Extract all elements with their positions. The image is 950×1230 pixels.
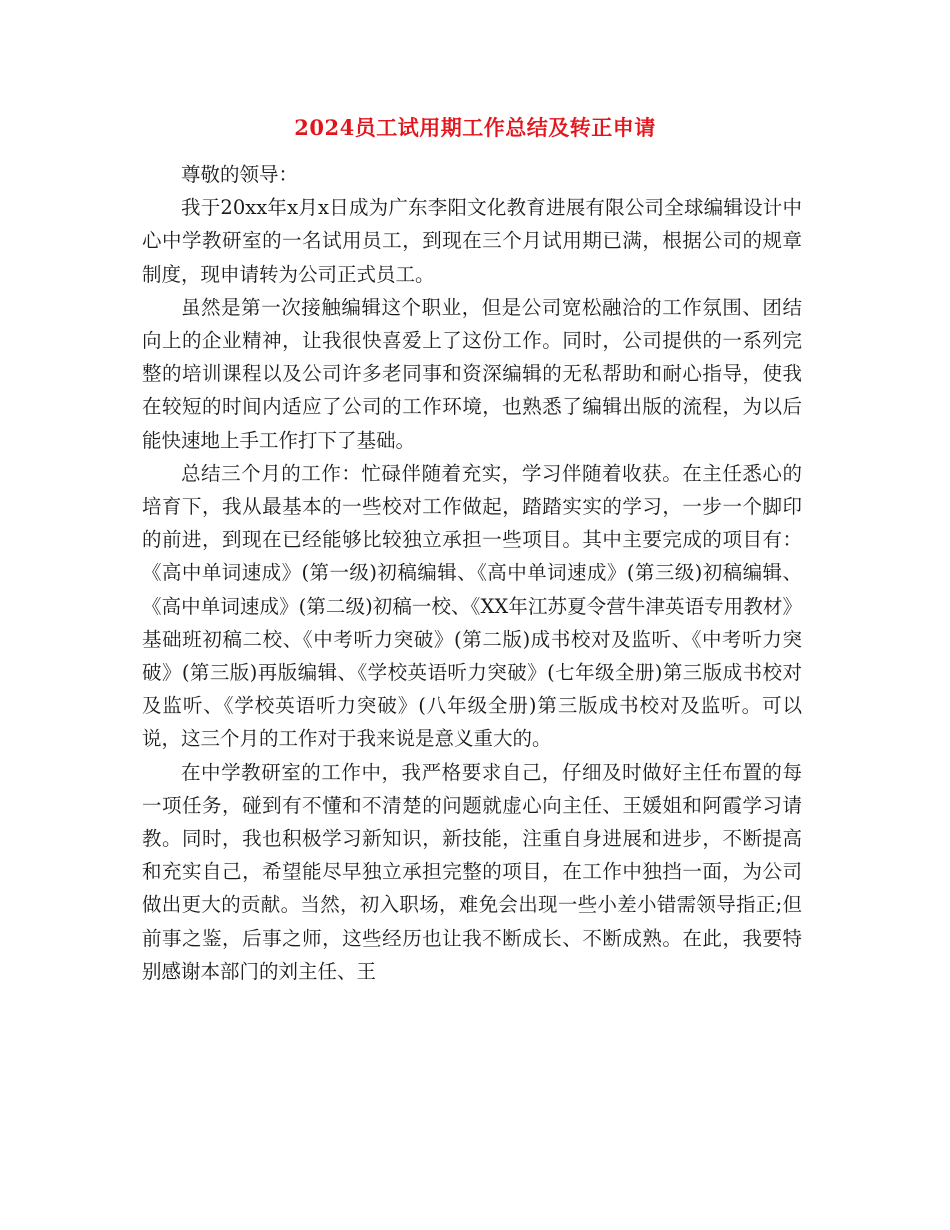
paragraph-2: 虽然是第一次接触编辑这个职业，但是公司宽松融洽的工作氛围、团结向上的企业精神，让我很快喜爱上了这份工作。同时，公司提供的一系列完整的培训课程以及公司许多老同事和资深编辑的无私帮助和耐心指导，使我在较短的时间内适应了公司的工作环境，也熟悉了编辑出版的流程，为以后能快速地上手工作打下了基础。 <box>142 295 802 452</box>
paragraph-1: 我于20xx年x月x日成为广东李阳文化教育进展有限公司全球编辑设计中心中学教研室的一名试用员工，到现在三个月试用期已满，根据公司的规章制度，现申请转为公司正式员工。 <box>142 196 802 286</box>
document-title: 2024员工试用期工作总结及转正申请 <box>294 115 656 140</box>
salutation: 尊敬的领导： <box>181 163 299 186</box>
paragraph-4: 在中学教研室的工作中，我严格要求自己，仔细及时做好主任布置的每一项任务，碰到有不懂和不清楚的问题就虚心向主任、王媛姐和阿霞学习请教。同时，我也积极学习新知识，新技能，注重自身进展和进步，不断提高和充实自己，希望能尽早独立承担完整的项目，在工作中独挡一面，为公司做出更大的贡献。当然，初入职场，难免会出现一些小差小错需领导指正;但前事之鉴，后事之师，这些经历也让我不断成长、不断成熟。在此，我要特别感谢本部门的刘主任、王 <box>142 760 802 983</box>
document-body <box>142 158 802 988</box>
paragraph-3: 总结三个月的工作：忙碌伴随着充实，学习伴随着收获。在主任悉心的培育下，我从最基本的一些校对工作做起，踏踏实实的学习，一步一个脚印的前进，到现在已经能够比较独立承担一些项目。其中主要完成的项目有：《高中单词速成》(第一级)初稿编辑、《高中单词速成》(第三级)初稿编辑、《高中单词速成》(第二级)初稿一校、《XX年江苏夏令营牛津英语专用教材》基础班初稿二校、《中考听力突破》(第二版)成书校对及监听、《中考听力突破》(第三版)再版编辑、《学校英语听力突破》(七年级全册)第三版成书校对及监听、《学校英语听力突破》(八年级全册)第三版成书校对及监听。可以说，这三个月的工作对于我来说是意义重大的。 <box>142 461 802 751</box>
